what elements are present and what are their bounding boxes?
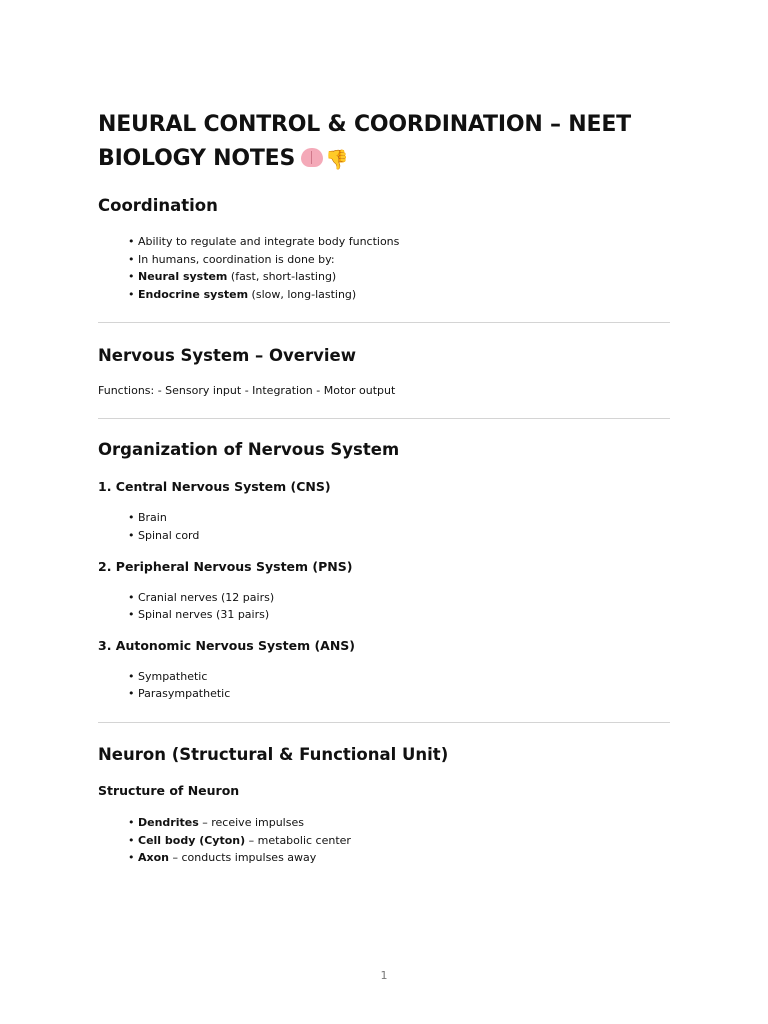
- document-page: [98, 108, 670, 867]
- section-heading-coordination: Coordination: [98, 196, 218, 215]
- list-item: [128, 849, 670, 867]
- list-item: • Spinal nerves (31 pairs): [128, 608, 270, 622]
- section-divider: [98, 722, 670, 723]
- subheading-structure: Structure of Neuron: [98, 782, 240, 798]
- section-heading-neuron: Neuron (Structural & Functional Unit): [98, 744, 449, 764]
- term-description: – metabolic center: [245, 833, 351, 847]
- page-number: 1: [380, 969, 388, 982]
- term-description: – conducts impulses away: [169, 851, 317, 865]
- list-item: • Sympathetic: [128, 669, 208, 683]
- thumbs-down-icon: 👎: [325, 149, 349, 171]
- bullet: •: [128, 833, 138, 847]
- term-description: – receive impulses: [198, 815, 304, 829]
- list-item: [128, 286, 670, 304]
- bold-term: Neural system: [138, 270, 228, 284]
- bold-term: Dendrites: [138, 815, 199, 829]
- page-title-text: NEURAL CONTROL & COORDINATION – NEET BIOLOGY NOTES: [98, 112, 631, 171]
- list-item: [128, 814, 670, 832]
- cns-list: [98, 509, 670, 544]
- section-heading-overview: Nervous System – Overview: [98, 346, 356, 366]
- list-item: [128, 832, 670, 850]
- term-description: (fast, short-lasting): [227, 270, 337, 284]
- section-divider: [98, 418, 670, 419]
- coordination-list: [98, 233, 670, 303]
- subheading-ans: 3. Autonomic Nervous System (ANS): [98, 637, 356, 653]
- section-divider: [98, 322, 670, 323]
- list-item: • In humans, coordination is done by:: [128, 252, 335, 266]
- page-title: [98, 108, 638, 177]
- bold-term: Axon: [138, 851, 169, 865]
- subheading-pns: 2. Peripheral Nervous System (PNS): [98, 558, 353, 574]
- bullet: •: [128, 287, 138, 301]
- functions-text: Functions: - Sensory input - Integration - Motor output: [98, 384, 396, 398]
- list-item: [128, 268, 670, 286]
- neuron-structure-list: [98, 814, 670, 867]
- ans-list: [98, 668, 670, 703]
- term-description: (slow, long-lasting): [248, 287, 357, 301]
- list-item: • Ability to regulate and integrate body functions: [128, 235, 400, 248]
- bold-term: Endocrine system: [138, 287, 249, 301]
- bullet: •: [128, 270, 138, 284]
- bold-term: Cell body (Cyton): [138, 833, 246, 847]
- list-item: • Cranial nerves (12 pairs): [128, 590, 275, 604]
- bullet: •: [128, 851, 138, 865]
- subheading-cns: 1. Central Nervous System (CNS): [98, 479, 331, 495]
- pns-list: [98, 589, 670, 624]
- bullet: •: [128, 815, 138, 829]
- section-heading-organization: Organization of Nervous System: [98, 440, 400, 460]
- list-item: • Brain: [128, 511, 167, 525]
- list-item: • Spinal cord: [128, 528, 200, 542]
- brain-icon: [301, 148, 323, 167]
- list-item: • Parasympathetic: [128, 687, 231, 701]
